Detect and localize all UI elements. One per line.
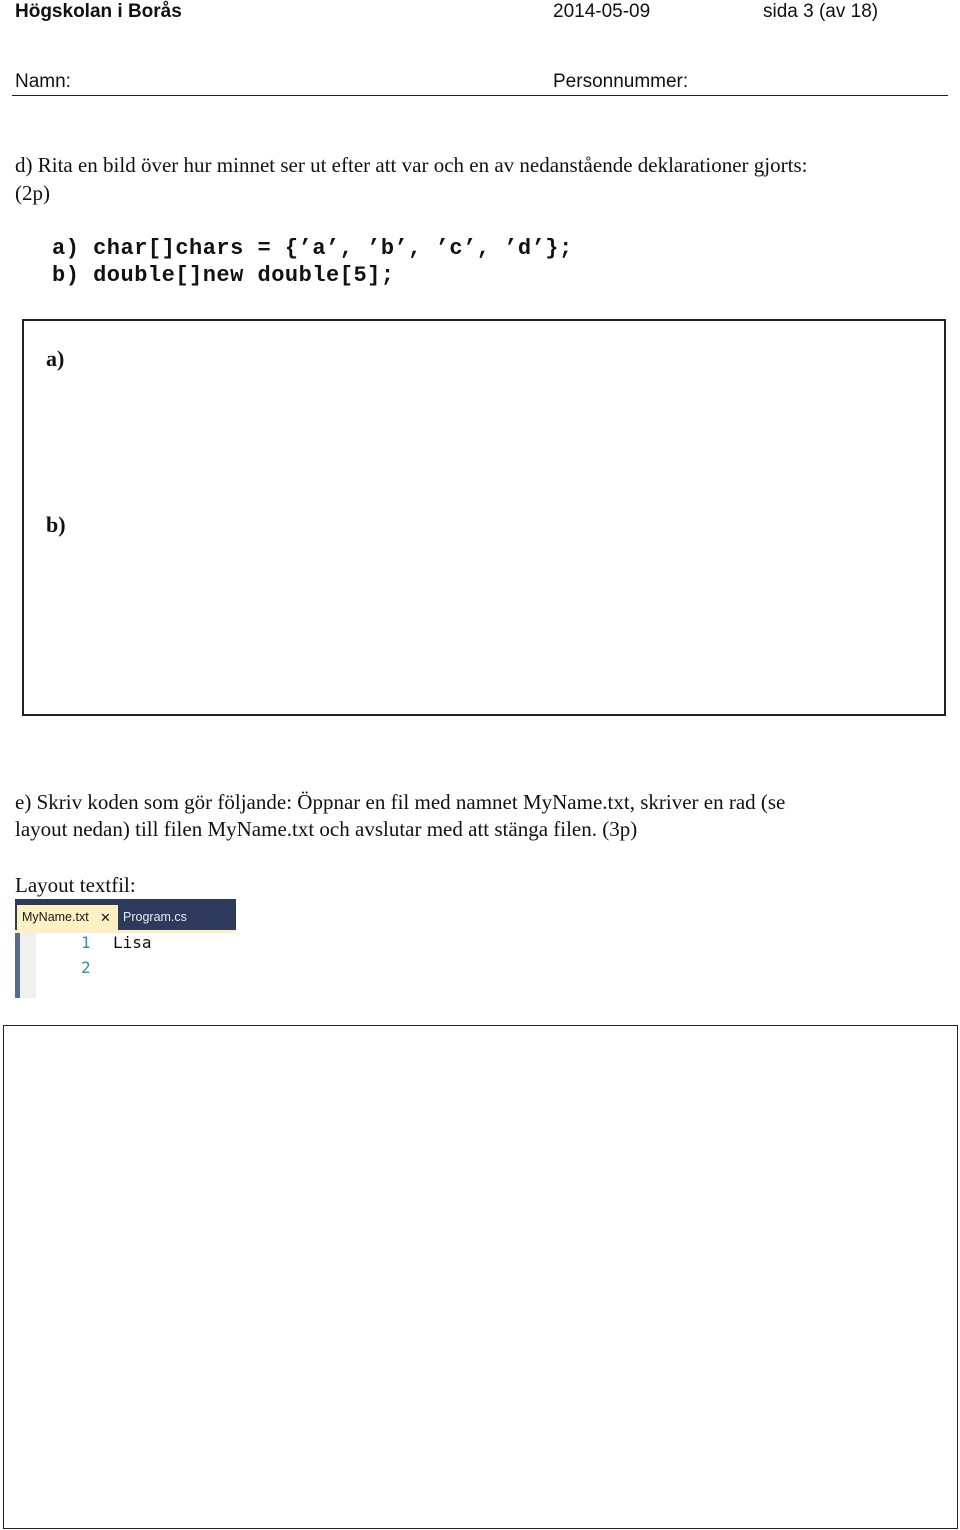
editor-margin [20,933,36,998]
answer-box-d[interactable] [22,319,946,716]
code-line-1[interactable]: Lisa [113,933,152,952]
editor-screenshot [15,899,236,998]
line-number-1: 1 [81,933,91,952]
exam-date: 2014-05-09 [553,1,651,22]
personal-number-label: Personnummer: [553,71,689,92]
question-e-text-cont: layout nedan) till filen MyName.txt och avslutar med att stänga filen. (3p) [15,817,638,841]
tab-myname-txt[interactable] [17,905,118,930]
header-rule [12,95,948,96]
page-number: sida 3 (av 18) [763,1,879,22]
code-line-a: a) char[]chars = {’a’, ’b’, ’c’, ’d’}; [52,236,573,261]
question-e-text: e) Skriv koden som gör följande: Öppnar en fil med namnet MyName.txt, skriver en rad (se [15,790,786,814]
question-d-text: d) Rita en bild över hur minnet ser ut efter att var och en av nedanstående deklarationer gjorts: [15,153,808,177]
code-line-b: b) double[]new double[5]; [52,263,395,288]
name-label: Namn: [15,71,71,92]
close-icon[interactable]: ✕ [100,910,111,925]
school-name: Högskolan i Borås [15,1,182,22]
layout-label: Layout textfil: [15,873,136,897]
tab-program-cs[interactable]: Program.cs [123,910,187,924]
tab-myname-label: MyName.txt [22,910,89,924]
answer-label-a: a) [46,346,65,371]
question-d-points: (2p) [15,181,50,205]
answer-box-e[interactable] [3,1025,958,1529]
answer-label-b: b) [46,512,66,537]
line-number-2: 2 [81,958,91,977]
